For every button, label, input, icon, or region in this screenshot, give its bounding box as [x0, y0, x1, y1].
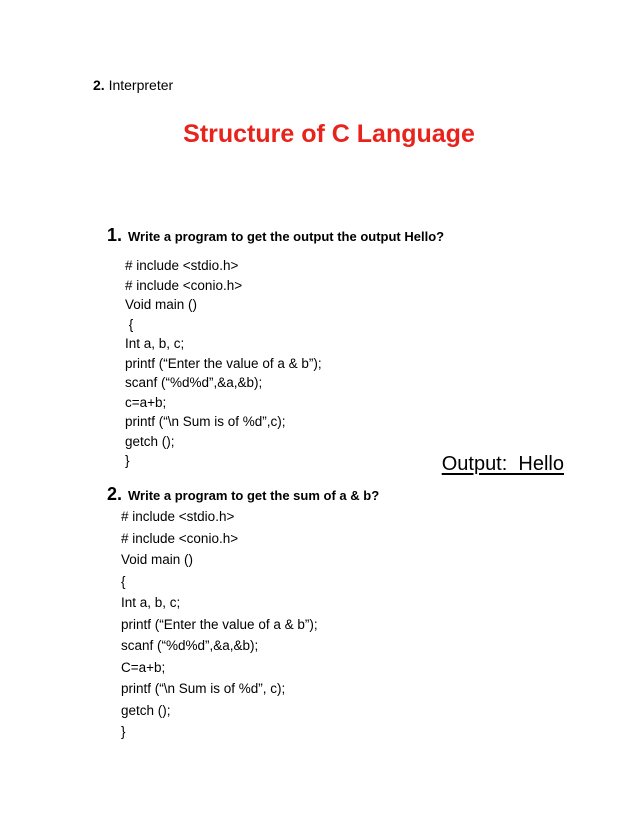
code-line: # include <conio.h>	[125, 277, 243, 293]
code-line: # include <conio.h>	[121, 530, 239, 546]
question-1	[107, 225, 444, 246]
question-2-number: 2.	[107, 484, 123, 504]
page-title	[0, 120, 638, 149]
question-2-text: Write a program to get the sum of a & b?	[128, 488, 380, 503]
question-2	[107, 484, 379, 505]
code-line: # include <stdio.h>	[125, 258, 239, 273]
question-1-text: Write a program to get the output the output Hello?	[128, 229, 445, 244]
code-line: getch ();	[121, 702, 171, 718]
code-line: # include <stdio.h>	[121, 509, 235, 524]
code-line: }	[125, 453, 130, 468]
code-line: c=a+b;	[125, 394, 167, 410]
code-block-2	[121, 506, 318, 743]
intro-line	[93, 77, 173, 93]
code-line: {	[121, 573, 126, 589]
code-block-1	[125, 256, 322, 471]
page-title-text: Structure of C Language	[183, 120, 475, 148]
question-1-number: 1.	[107, 225, 123, 245]
intro-number: 2.	[93, 77, 105, 93]
code-line: Void main ()	[125, 297, 198, 312]
code-line: printf (“Enter the value of a & b”);	[121, 616, 318, 632]
code-line: printf (“Enter the value of a & b”);	[125, 355, 322, 371]
code-line: Int a, b, c;	[121, 595, 181, 610]
code-line: printf (“\n Sum is of %d”, c);	[121, 681, 286, 696]
code-line: Void main ()	[121, 552, 194, 567]
output-label: Output: Hello	[441, 453, 564, 475]
code-line: scanf (“%d%d”,&a,&b);	[125, 375, 263, 390]
code-line: getch ();	[125, 433, 175, 449]
intro-text: Interpreter	[108, 77, 174, 93]
code-line: }	[121, 724, 126, 739]
code-line: Int a, b, c;	[125, 336, 185, 351]
code-line: C=a+b;	[121, 659, 166, 675]
code-line: printf (“\n Sum is of %d”,c);	[125, 414, 286, 429]
code-line: scanf (“%d%d”,&a,&b);	[121, 638, 259, 653]
code-line: {	[125, 316, 134, 332]
